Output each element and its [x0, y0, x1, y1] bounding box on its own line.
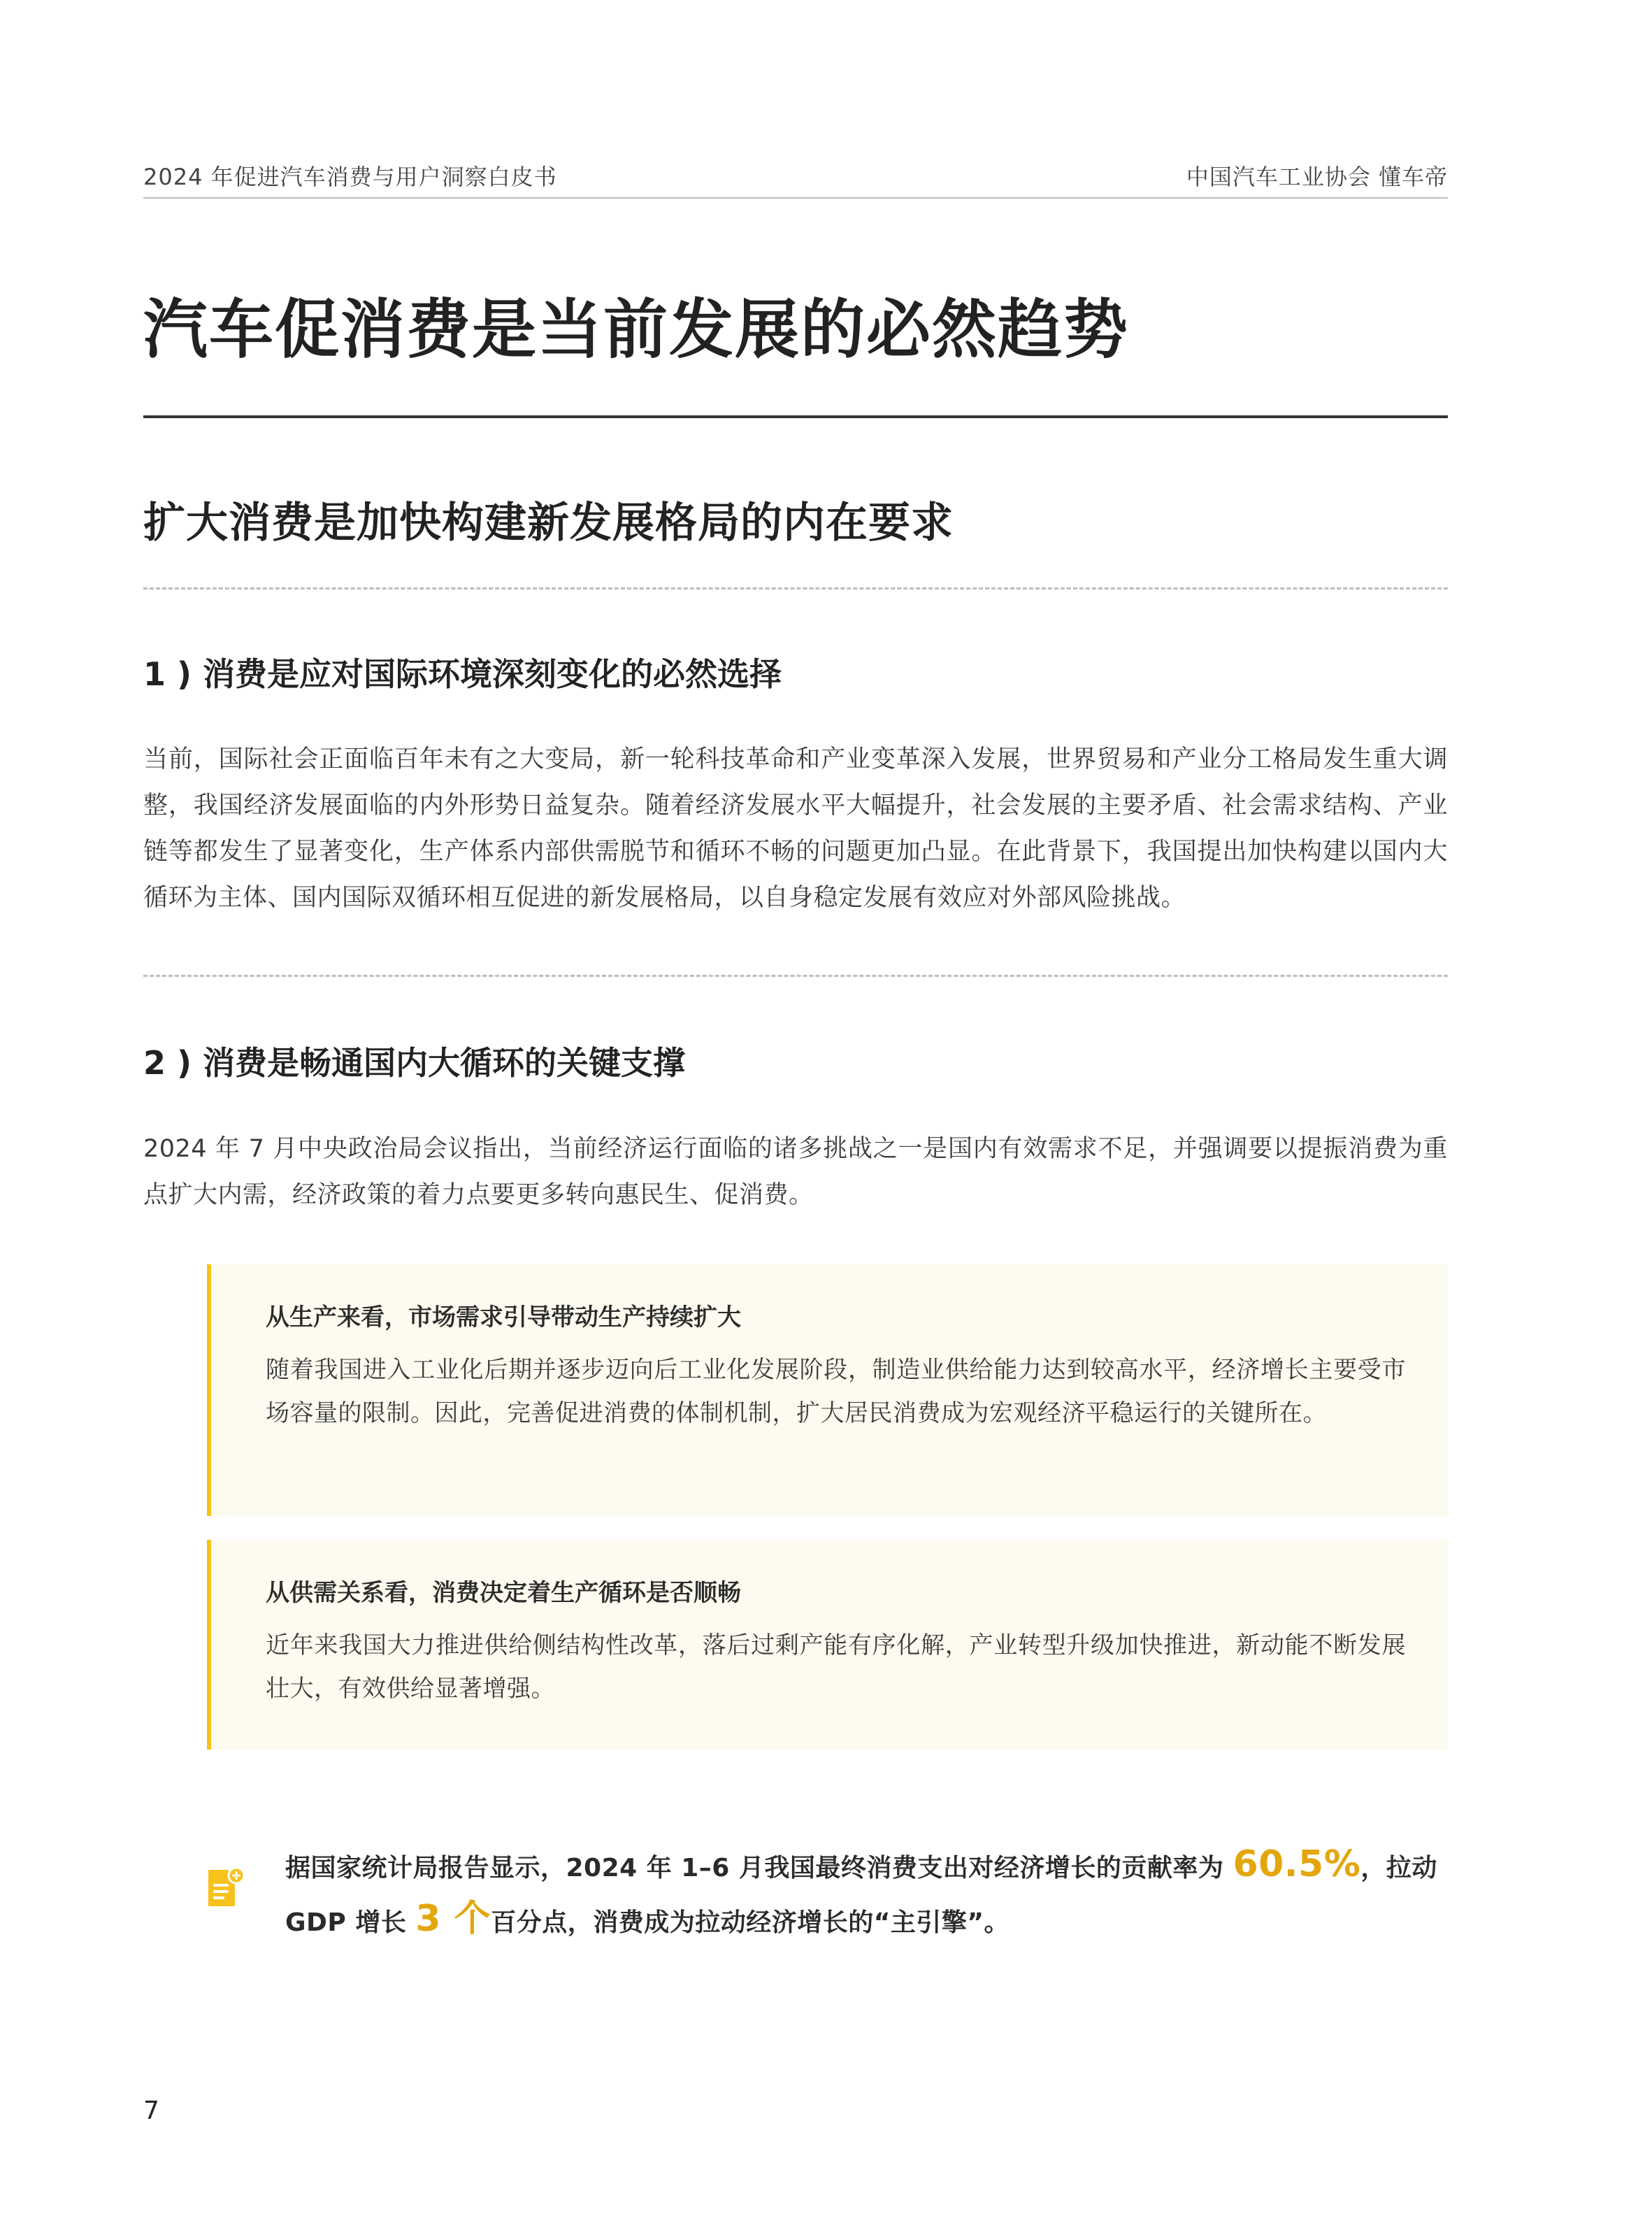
page-title: 汽车促消费是当前发展的必然趋势: [143, 292, 1130, 367]
subsection-2-body: 2024 年 7 月中央政治局会议指出，当前经济运行面临的诸多挑战之一是国内有效需求不足，并强调要以提振消费为重点扩大内需，经济政策的着力点要更多转向惠民生、促消费。: [143, 1135, 1448, 1209]
note-text-part: ，拉动 GDP 增长: [285, 1854, 1437, 1937]
percentage-points-highlight: 3 个: [415, 1898, 491, 1940]
header-divider: [143, 197, 1448, 199]
page-number: 7: [143, 2096, 159, 2125]
callout-supply-demand: [207, 1540, 1448, 1750]
callout-title: 从生产来看，市场需求引导带动生产持续扩大: [266, 1303, 741, 1331]
header-publishers: 中国汽车工业协会 懂车帝: [1186, 164, 1448, 190]
contribution-rate-highlight: 60.5%: [1233, 1843, 1361, 1885]
header-report-title: 2024 年促进汽车消费与用户洞察白皮书: [143, 164, 557, 190]
callout-title: 从供需关系看，消费决定着生产循环是否顺畅: [266, 1579, 741, 1607]
note-text-part: 据国家统计局报告显示，2024 年 1–6 月我国最终消费支出对经济增长的贡献率为: [285, 1854, 1233, 1882]
callout-production: [207, 1264, 1448, 1516]
document-add-icon: [203, 1866, 247, 1910]
section-title: 扩大消费是加快构建新发展格局的内在要求: [143, 499, 954, 548]
dashed-divider: [143, 975, 1448, 977]
subsection-1-body: 当前，国际社会正面临百年未有之大变局，新一轮科技革命和产业变革深入发展，世界贸易和产业分工格局发生重大调整，我国经济发展面临的内外形势日益复杂。随着经济发展水平大幅提升，社会发展的主要矛盾、社会需求结构、产业链等都发生了显著变化，生产体系内部供需脱节和循环不畅的问题更加凸显。在此背景下，我国提出加快构建以国内大循环为主体、国内国际双循环相互促进的新发展格局，以自身稳定发展有效应对外部风险挑战。: [143, 745, 1448, 912]
note-text-part: 百分点，消费成为拉动经济增长的“主引擎”。: [491, 1908, 1010, 1937]
callout-body: 近年来我国大力推进供给侧结构性改革，落后过剩产能有序化解，产业转型升级加快推进，新动能不断发展壮大，有效供给显著增强。: [266, 1631, 1406, 1703]
statistics-note: [285, 1839, 1448, 1948]
dashed-divider: [143, 587, 1448, 589]
title-divider: [143, 415, 1448, 418]
callout-body: 随着我国进入工业化后期并逐步迈向后工业化发展阶段，制造业供给能力达到较高水平，经济增长主要受市场容量的限制。因此，完善促进消费的体制机制，扩大居民消费成为宏观经济平稳运行的关键所在。: [266, 1356, 1406, 1427]
subsection-2-heading: 2 ) 消费是畅通国内大循环的关键支撑: [143, 1044, 686, 1082]
subsection-1-heading: 1 ) 消费是应对国际环境深刻变化的必然选择: [143, 655, 782, 693]
